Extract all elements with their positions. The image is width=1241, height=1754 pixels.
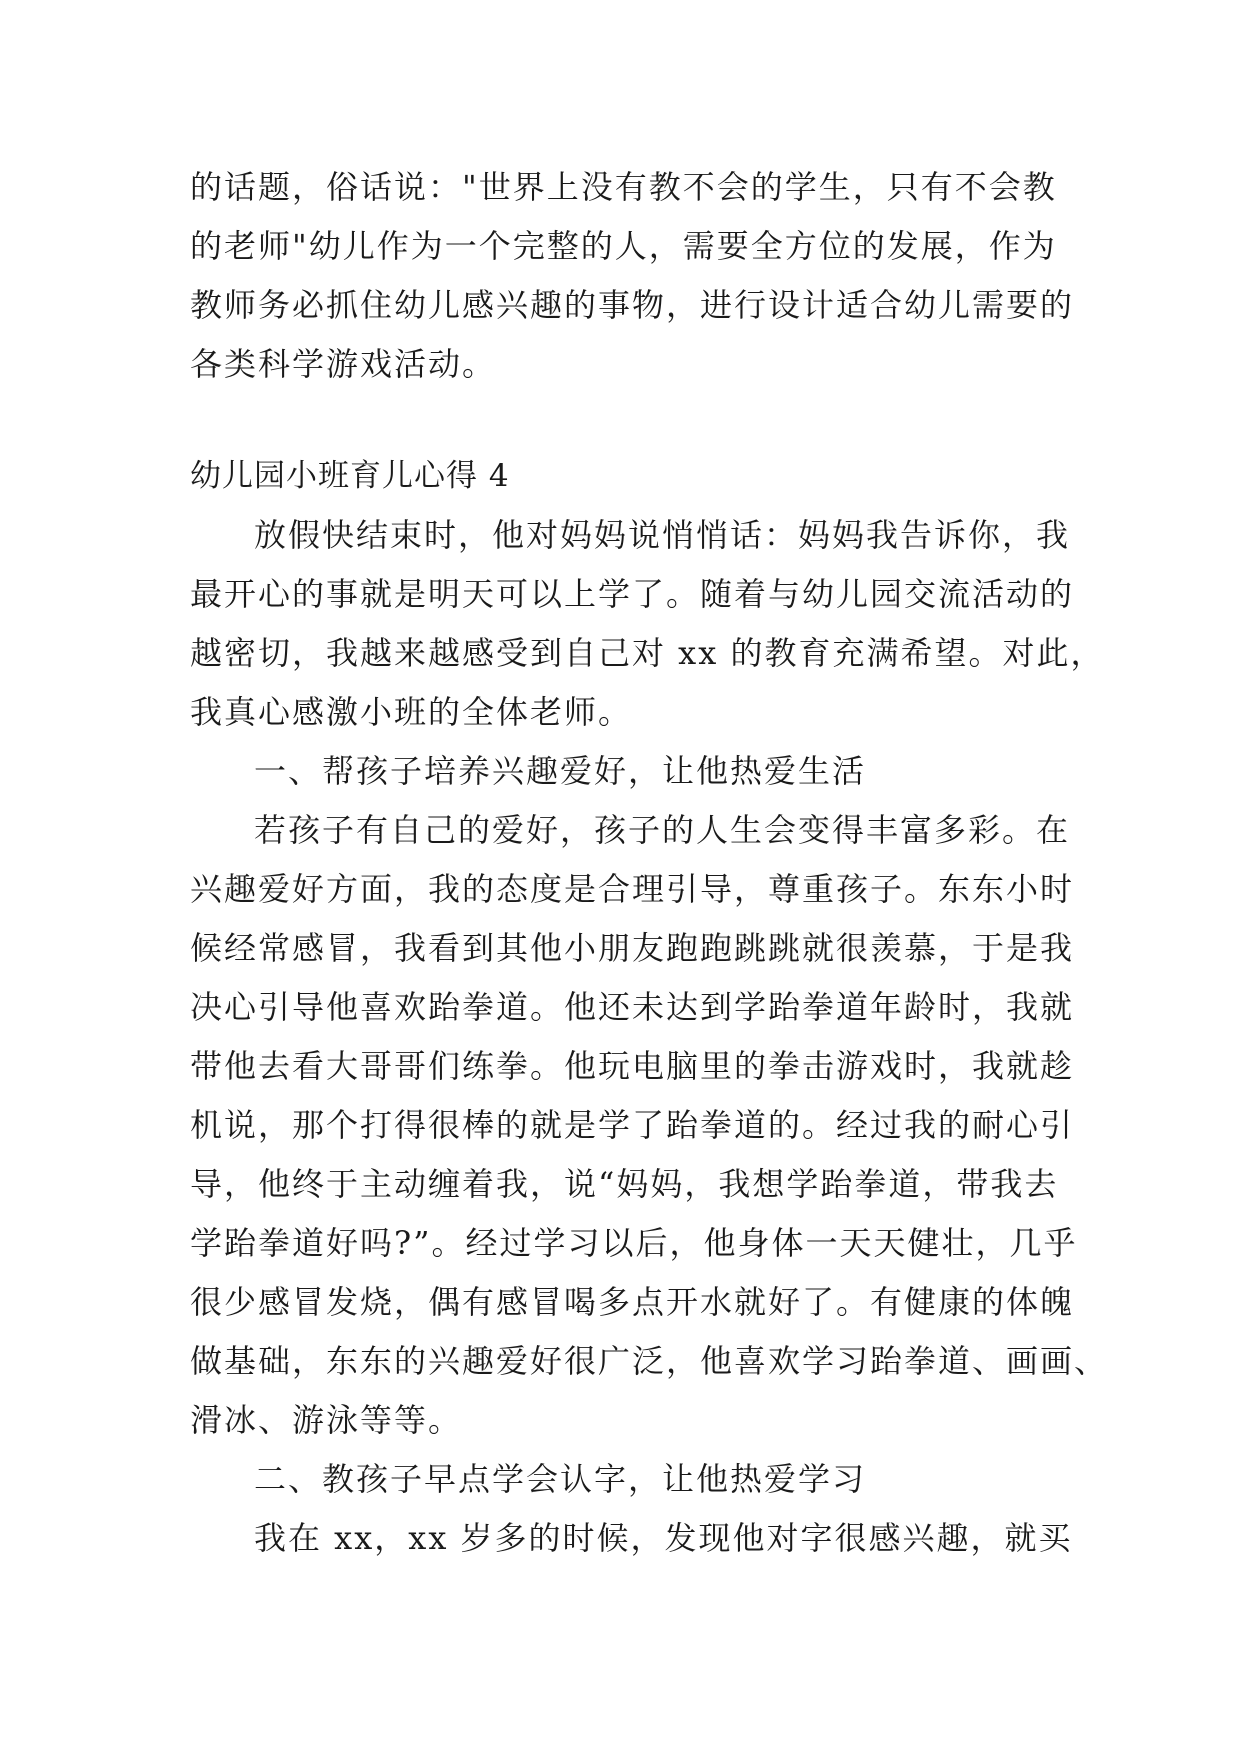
intro-paragraph	[190, 506, 1105, 742]
text-line: 我在 xx，xx 岁多的时候，发现他对字很感兴趣，就买	[254, 1519, 1073, 1557]
top-paragraph	[190, 158, 1075, 394]
subheading-2: 二、教孩子早点学会认字，让他热爱学习	[254, 1460, 867, 1498]
text-line: 教师务必抓住幼儿感兴趣的事物，进行设计适合幼儿需要的	[190, 286, 1075, 324]
text-line: 越密切，我越来越感受到自己对 xx 的教育充满希望。对此，	[190, 634, 1105, 672]
text-line: 放假快结束时，他对妈妈说悄悄话：妈妈我告诉你，我	[254, 516, 1071, 554]
text-line: 做基础，东东的兴趣爱好很广泛，他喜欢学习跆拳道、画画、	[190, 1342, 1109, 1380]
text-line: 的老师"幼儿作为一个完整的人，需要全方位的发展，作为	[190, 227, 1057, 265]
text-line: 若孩子有自己的爱好，孩子的人生会变得丰富多彩。在	[254, 811, 1071, 849]
paragraph-1	[190, 801, 1109, 1450]
text-line: 兴趣爱好方面，我的态度是合理引导，尊重孩子。东东小时	[190, 870, 1075, 908]
text-line: 的话题，俗话说："世界上没有教不会的学生，只有不会教	[190, 168, 1057, 206]
section-title: 幼儿园小班育儿心得 4	[190, 458, 510, 494]
text-line: 很少感冒发烧，偶有感冒喝多点开水就好了。有健康的体魄	[190, 1283, 1075, 1321]
main-section	[190, 447, 1109, 1568]
text-line: 导，他终于主动缠着我，说“妈妈，我想学跆拳道，带我去	[190, 1165, 1059, 1203]
paragraph-2	[190, 1509, 1073, 1568]
subheading-1: 一、帮孩子培养兴趣爱好，让他热爱生活	[254, 752, 867, 790]
text-line: 机说，那个打得很棒的就是学了跆拳道的。经过我的耐心引	[190, 1106, 1075, 1144]
text-line: 决心引导他喜欢跆拳道。他还未达到学跆拳道年龄时，我就	[190, 988, 1075, 1026]
text-line: 各类科学游戏活动。	[190, 345, 497, 383]
text-line: 滑冰、游泳等等。	[190, 1401, 463, 1439]
text-line: 最开心的事就是明天可以上学了。随着与幼儿园交流活动的	[190, 575, 1075, 613]
text-line: 候经常感冒，我看到其他小朋友跑跑跳跳就很羡慕，于是我	[190, 929, 1075, 967]
text-line: 我真心感激小班的全体老师。	[190, 693, 633, 731]
text-line: 学跆拳道好吗?”。经过学习以后，他身体一天天健壮，几乎	[190, 1224, 1078, 1262]
text-line: 带他去看大哥哥们练拳。他玩电脑里的拳击游戏时，我就趁	[190, 1047, 1075, 1085]
